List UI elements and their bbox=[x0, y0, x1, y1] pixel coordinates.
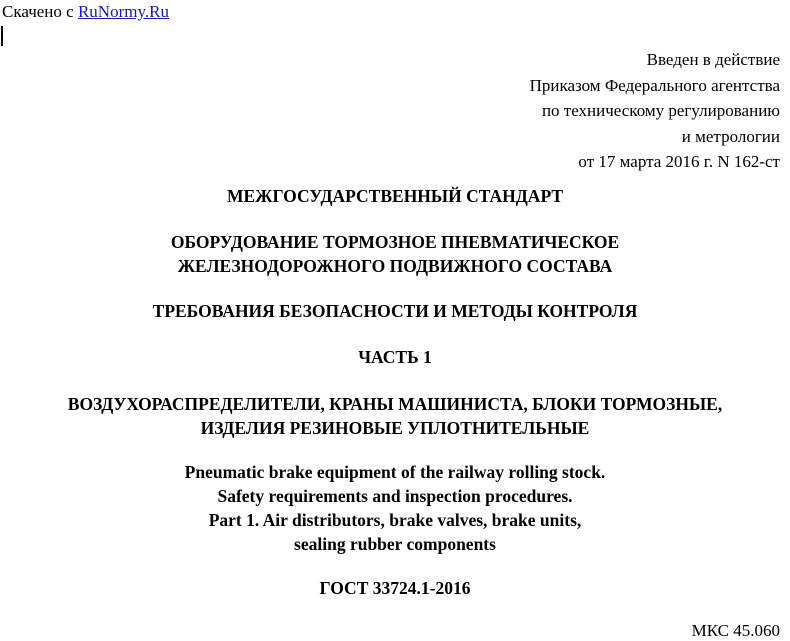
gost-number bbox=[0, 576, 790, 600]
text-cursor bbox=[1, 26, 3, 46]
title-en bbox=[0, 460, 790, 556]
title-en-line: Part 1. Air distributors, brake valves, brake units, bbox=[208, 510, 582, 530]
title-en-line: Safety requirements and inspection procedures. bbox=[217, 486, 573, 506]
standard-type: МЕЖГОСУДАРСТВЕННЫЙ СТАНДАРТ bbox=[226, 186, 564, 206]
part-title-ru bbox=[0, 392, 790, 440]
part-title-ru-line: ИЗДЕЛИЯ РЕЗИНОВЫЕ УПЛОТНИТЕЛЬНЫЕ bbox=[200, 418, 590, 438]
subtitle-ru bbox=[0, 299, 790, 323]
enactment-line: и метрологии bbox=[681, 126, 780, 146]
mks-code: МКС 45.060 bbox=[691, 621, 780, 640]
title-en-line: Pneumatic brake equipment of the railway rolling stock. bbox=[184, 462, 606, 482]
enactment-line: по техническому регулированию bbox=[541, 101, 780, 120]
source-line bbox=[2, 2, 169, 22]
gost-number-text: ГОСТ 33724.1-2016 bbox=[319, 578, 471, 598]
subtitle-ru-line: ТРЕБОВАНИЯ БЕЗОПАСНОСТИ И МЕТОДЫ КОНТРОЛЯ bbox=[152, 301, 638, 321]
standard-type-heading bbox=[0, 184, 790, 208]
enactment-line: Введен в действие bbox=[646, 50, 780, 69]
title-ru-line: ЖЕЛЕЗНОДОРОЖНОГО ПОДВИЖНОГО СОСТАВА bbox=[177, 256, 613, 276]
part-label bbox=[0, 345, 790, 369]
enactment-line: Приказом Федерального агентства bbox=[529, 75, 780, 95]
source-link[interactable]: RuNormy.Ru bbox=[77, 2, 169, 21]
source-prefix: Скачено с bbox=[2, 2, 78, 21]
part-title-ru-line: ВОЗДУХОРАСПРЕДЕЛИТЕЛИ, КРАНЫ МАШИНИСТА, БЛОКИ ТОРМОЗНЫЕ, bbox=[67, 394, 723, 414]
title-ru-line: ОБОРУДОВАНИЕ ТОРМОЗНОЕ ПНЕВМАТИЧЕСКОЕ bbox=[170, 232, 620, 252]
title-ru bbox=[0, 230, 790, 278]
enactment-block bbox=[530, 47, 780, 175]
enactment-line: от 17 марта 2016 г. N 162-ст bbox=[578, 152, 780, 171]
part-label-text: ЧАСТЬ 1 bbox=[358, 347, 432, 367]
title-en-line: sealing rubber components bbox=[294, 534, 496, 554]
